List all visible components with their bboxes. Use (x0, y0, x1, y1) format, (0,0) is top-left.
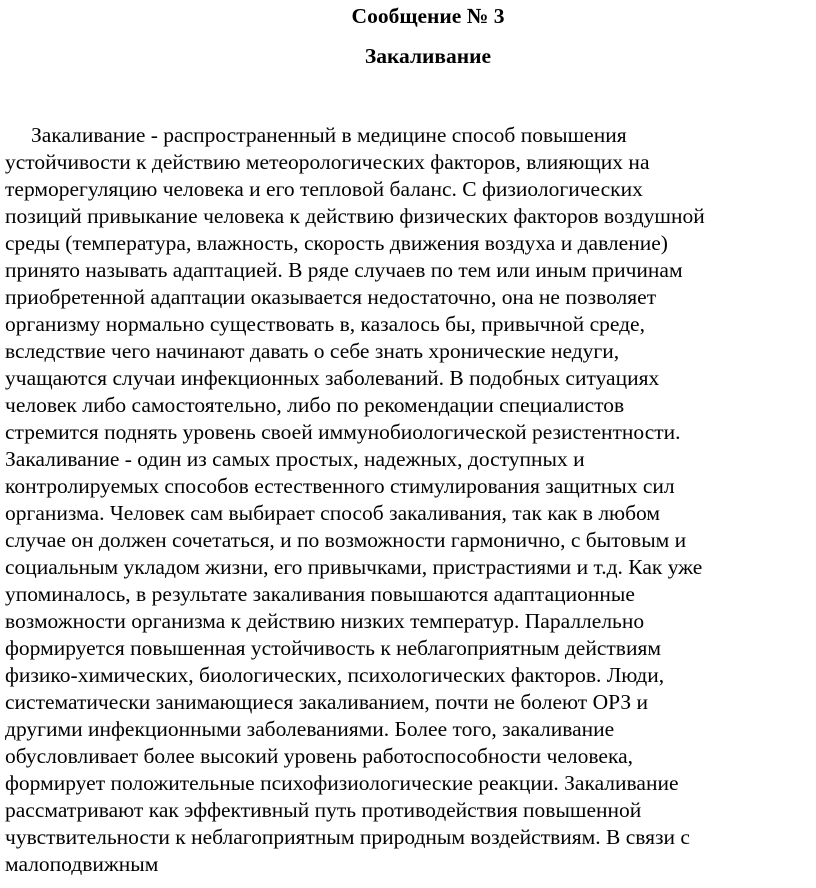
paragraph-line: возможности организма к действию низких температур. Параллельно (5, 609, 645, 633)
paragraph-line: малоподвижным (5, 852, 159, 876)
paragraph-line: вследствие чего начинают давать о себе знать хронические недуги, (5, 339, 620, 363)
paragraph-line: Закаливание - один из самых простых, надежных, доступных и (5, 447, 585, 471)
paragraph-line: человек либо самостоятельно, либо по рекомендации специалистов (5, 393, 625, 417)
paragraph-line: социальным укладом жизни, его привычками, пристрастиями и т.д. Как уже (5, 555, 703, 579)
paragraph-line: формируется повышенная устойчивость к неблагоприятным действиям (5, 636, 661, 660)
document-subtitle: Закаливание (364, 44, 492, 68)
paragraph-line: другими инфекционными заболеваниями. Более того, закаливание (5, 717, 615, 741)
paragraph-line: контролируемых способов естественного стимулирования защитных сил (5, 474, 675, 498)
paragraph-line: терморегуляцию человека и его тепловой баланс. С физиологических (5, 177, 643, 201)
paragraph-line: приобретенной адаптации оказывается недостаточно, она не позволяет (5, 285, 657, 309)
paragraph-line: принято называть адаптацией. В ряде случаев по тем или иным причинам (5, 258, 683, 282)
paragraph-line: Закаливание - распространенный в медицине способ повышения (31, 123, 627, 147)
paragraph-line: среды (температура, влажность, скорость движения воздуха и давление) (5, 231, 668, 255)
paragraph-line: обусловливает более высокий уровень работоспособности человека, (5, 744, 634, 768)
paragraph-line: рассматривают как эффективный путь противодействия повышенной (5, 798, 642, 822)
paragraph-line: стремится поднять уровень своей иммунобиологической резистентности. (5, 420, 681, 444)
paragraph-line: физико-химических, биологических, психологических факторов. Люди, (5, 663, 665, 687)
paragraph-line: чувствительности к неблагоприятным природным воздействиям. В связи с (5, 825, 690, 849)
paragraph-line: упоминалось, в результате закаливания повышаются адаптационные (5, 582, 635, 606)
body-paragraph (5, 122, 811, 878)
paragraph-line: организму нормально существовать в, казалось бы, привычной среде, (5, 312, 645, 336)
paragraph-line: позиций привыкание человека к действию физических факторов воздушной (5, 204, 705, 228)
paragraph-line: систематически занимающиеся закаливанием, почти не болеют ОРЗ и (5, 690, 648, 714)
paragraph-line: случае он должен сочетаться, и по возможности гармонично, с бытовым и (5, 528, 687, 552)
document-title: Сообщение № 3 (351, 4, 505, 28)
paragraph-line: учащаются случаи инфекционных заболеваний. В подобных ситуациях (5, 366, 660, 390)
paragraph-line: устойчивости к действию метеорологических факторов, влияющих на (5, 150, 650, 174)
paragraph-line: организма. Человек сам выбирает способ закаливания, так как в любом (5, 501, 661, 525)
paragraph-line: формирует положительные психофизиологические реакции. Закаливание (5, 771, 679, 795)
